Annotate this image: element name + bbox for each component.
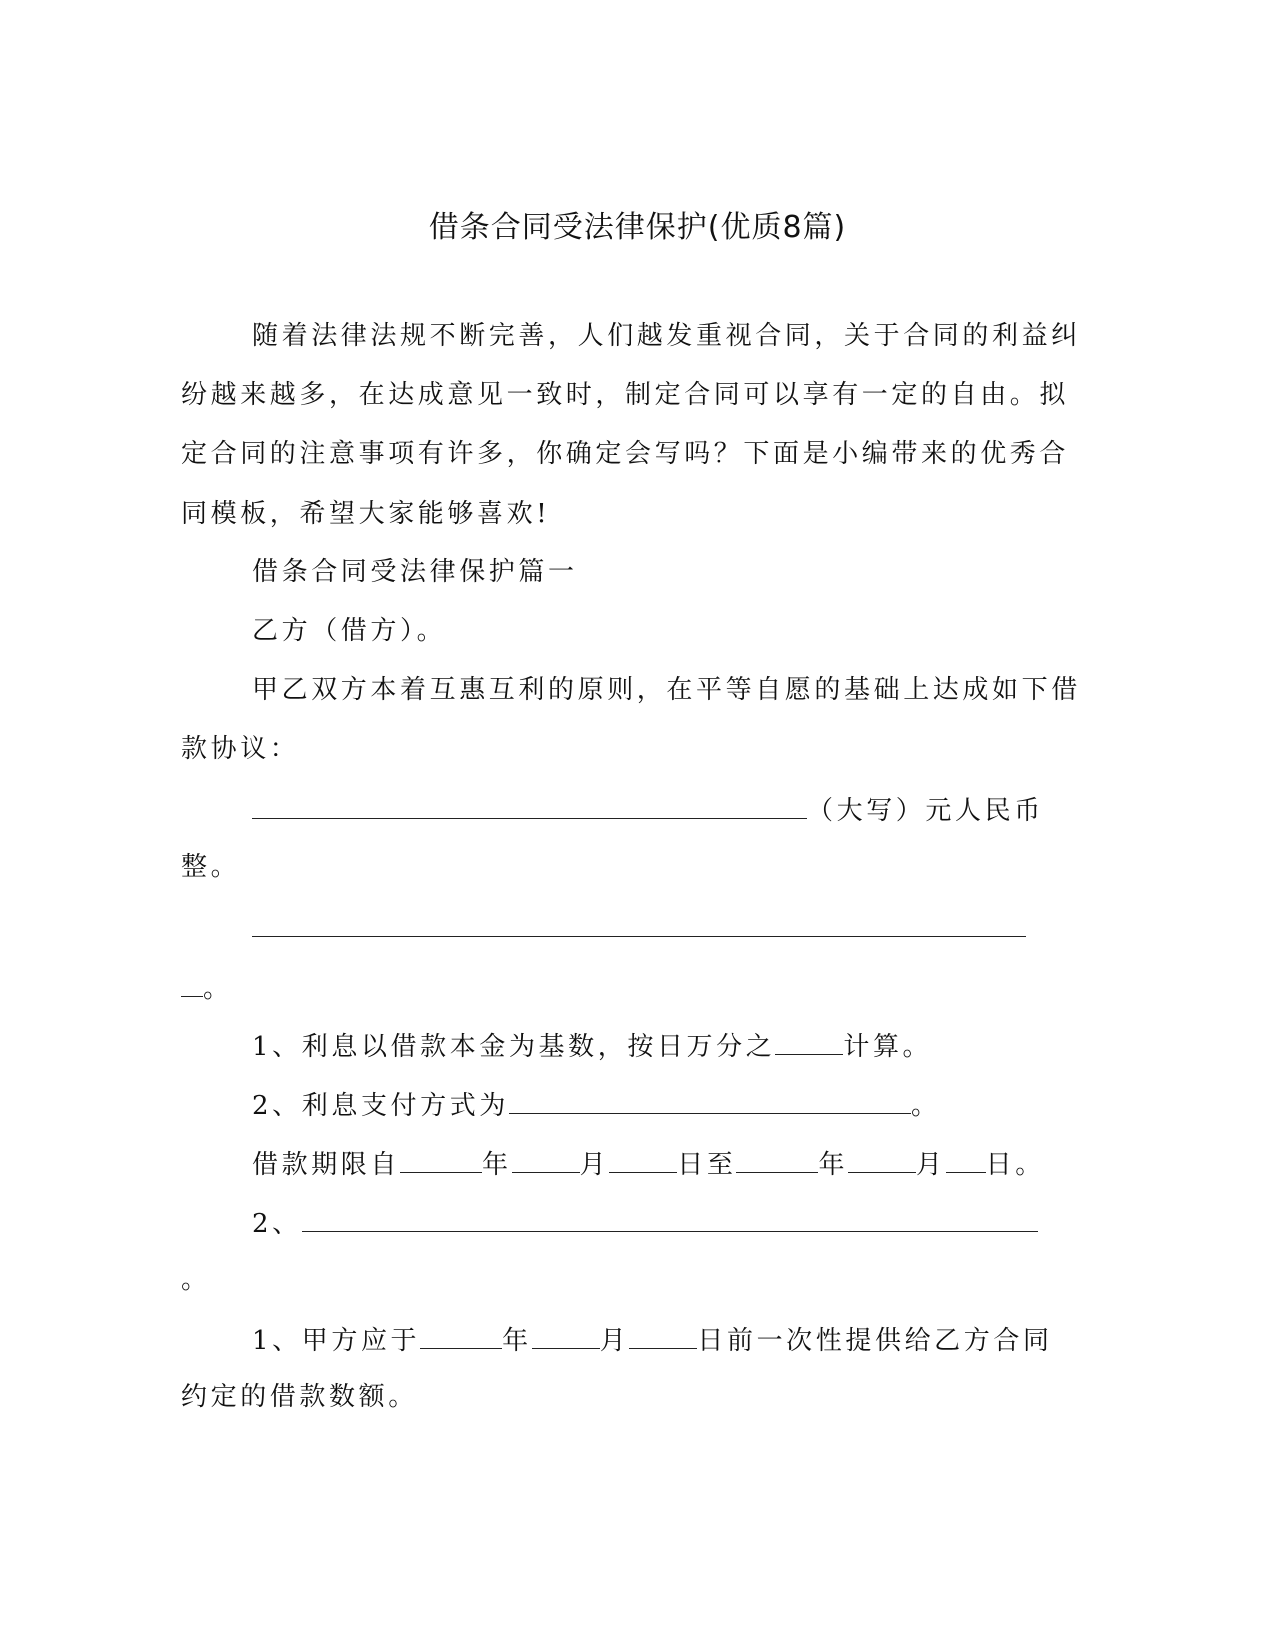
supply-clause-line-1: [252, 1318, 1053, 1361]
intro-line-3: 定合同的注意事项有许多，你确定会写吗？下面是小编带来的优秀合: [181, 439, 1070, 469]
interest-2-prefix: 2、利息支付方式为: [252, 1091, 509, 1121]
term-month-label: 月: [579, 1150, 610, 1180]
term-day-to-label: 日至: [677, 1150, 737, 1180]
loan-term-line: [252, 1142, 1045, 1185]
section-heading: 借条合同受法律保护篇一: [252, 557, 578, 587]
short-blank: [181, 966, 203, 997]
clause-2-line: [252, 1201, 1038, 1244]
interest-2-suffix: 。: [910, 1091, 941, 1121]
supply-year-label: 年: [502, 1326, 532, 1356]
amount-line: [252, 788, 1044, 831]
supply-clause-line-2: 约定的借款数额。: [181, 1382, 418, 1412]
end-year-blank: [736, 1142, 818, 1173]
long-blank: [252, 906, 1026, 937]
clause-2-prefix: 2、: [252, 1209, 302, 1239]
end-day-blank: [946, 1142, 986, 1173]
term-prefix: 借款期限自: [252, 1150, 401, 1180]
long-blank-end-line: [181, 966, 233, 1009]
interest-1-suffix: 计算。: [843, 1032, 933, 1062]
payment-method-blank: [509, 1083, 911, 1114]
term-year-label-2: 年: [818, 1150, 849, 1180]
start-day-blank: [609, 1142, 677, 1173]
term-day-end-label: 日。: [985, 1150, 1045, 1180]
end-month-blank: [848, 1142, 916, 1173]
long-blank-end: 。: [203, 974, 233, 1004]
clause-2-blank: [302, 1201, 1038, 1232]
document-title: 借条合同受法律保护(优质8篇): [428, 210, 847, 245]
party-b-line: 乙方（借方）。: [252, 616, 447, 646]
supply-suffix: 日前一次性提供给乙方合同: [697, 1326, 1053, 1356]
supply-month-blank: [532, 1318, 600, 1349]
interest-1-prefix: 1、利息以借款本金为基数，按日万分之: [252, 1032, 776, 1062]
term-year-label: 年: [482, 1150, 512, 1180]
supply-day-blank: [629, 1318, 697, 1349]
start-month-blank: [512, 1142, 580, 1173]
intro-line-4: 同模板，希望大家能够喜欢!: [181, 499, 551, 529]
intro-line-2: 纷越来越多，在达成意见一致时，制定合同可以享有一定的自由。拟: [181, 380, 1070, 410]
start-year-blank: [400, 1142, 482, 1173]
supply-year-blank: [420, 1318, 502, 1349]
agreement-line-2: 款协议：: [181, 734, 300, 764]
amount-end-line: 整。: [181, 852, 241, 882]
amount-suffix: （大写）元人民币: [807, 796, 1044, 826]
interest-clause-2: [252, 1083, 941, 1126]
amount-blank: [252, 788, 807, 819]
agreement-line-1: 甲乙双方本着互惠互利的原则，在平等自愿的基础上达成如下借: [252, 675, 1081, 705]
interest-rate-blank: [775, 1024, 843, 1055]
term-month-label-2: 月: [916, 1150, 946, 1180]
interest-clause-1: [252, 1024, 932, 1067]
supply-month-label: 月: [599, 1326, 630, 1356]
long-blank-line: [252, 906, 1026, 949]
intro-line-1: 随着法律法规不断完善，人们越发重视合同，关于合同的利益纠: [252, 321, 1081, 351]
supply-prefix: 1、甲方应于: [252, 1326, 421, 1356]
clause-2-end-line: 。: [181, 1265, 211, 1295]
